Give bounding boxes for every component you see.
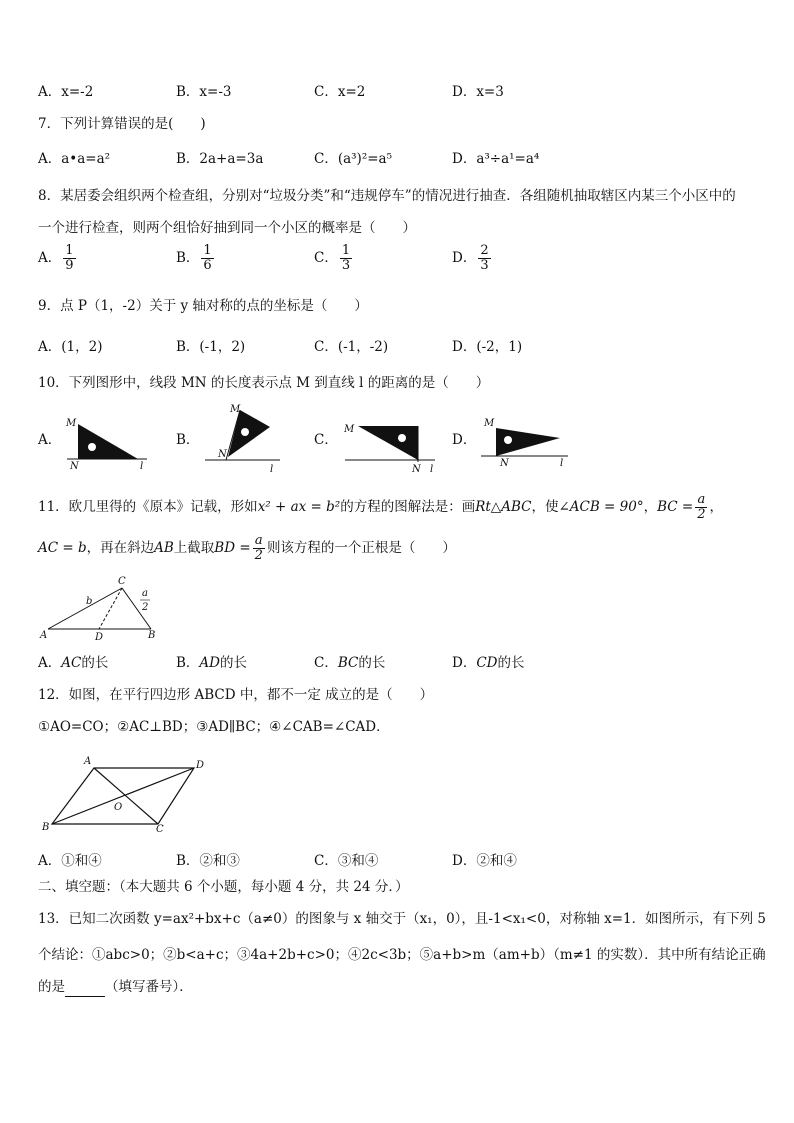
label-n: N — [500, 458, 509, 469]
label-n: N — [218, 449, 227, 460]
label-b: B — [148, 630, 156, 641]
q9-option-c: C．(-1，-2) — [314, 339, 389, 355]
q8-stem-line2: 一个进行检查，则两个组恰好抽到同一个小区的概率是（ ） — [38, 220, 416, 236]
label-l: l — [430, 464, 434, 475]
q8-option-c: C． $\frac{1}{3}$ — [314, 243, 351, 273]
q10-option-d: D． — [452, 432, 477, 448]
label-a: A — [40, 630, 48, 641]
q11-option-a: A．AC的长 — [38, 655, 109, 671]
label-d: D — [196, 760, 205, 771]
label-a: A — [84, 756, 92, 767]
q12-conditions: ①AO=CO；②AC⊥BD；③AD∥BC；④∠CAB=∠CAD． — [38, 719, 390, 735]
fraction: $\frac{2}{3}$ — [480, 243, 489, 273]
q10-option-c: C． — [314, 432, 338, 448]
q7-option-d: D．a³÷a¹=a⁴ — [452, 151, 540, 167]
fraction-a-over-2: $\frac{a}{2}$ — [697, 492, 706, 522]
q10-figure-d — [476, 414, 576, 474]
q13-line2: 个结论：①abc>0；②b<a+c；③4a+2b+c>0；④2c<3b；⑤a+b>m（am+b）（m≠1 的实数）．其中所有结论正确 — [38, 947, 766, 963]
q10-figure-c — [340, 412, 440, 474]
label-m: M — [484, 418, 495, 429]
label-c: C — [156, 824, 164, 835]
q10-stem: 10．下列图形中，线段 MN 的长度表示点 M 到直线 l 的距离的是（ ） — [38, 375, 490, 391]
q11-option-d: D．CD的长 — [452, 655, 525, 671]
q7-stem: 7．下列计算错误的是( ) — [38, 116, 206, 132]
label-l: l — [270, 464, 274, 475]
q9-option-b: B．(-1，2) — [176, 339, 246, 355]
q10-option-b: B． — [176, 432, 200, 448]
q12-option-d: D．②和④ — [452, 853, 517, 869]
label-side-a: a — [142, 588, 148, 599]
fraction: $\frac{1}{6}$ — [203, 243, 212, 273]
label-d: D — [95, 632, 104, 643]
q6-option-b: B．x=-3 — [176, 84, 232, 100]
q7-option-b: B．2a+a=3a — [176, 151, 264, 167]
answer-blank[interactable] — [65, 982, 105, 997]
q11-option-b: B．AD的长 — [176, 655, 247, 671]
q9-option-a: A．(1，2) — [38, 339, 103, 355]
fraction: $\frac{1}{3}$ — [341, 243, 351, 273]
label-side-b: b — [86, 596, 93, 607]
q10-figure-b — [200, 402, 290, 475]
q11-stem-line1: 11．欧几里得的《原本》记载，形如x² + ax = b²的方程的图解法是：画Rt△ABC，使∠ACB = 90°，BC = $\frac{a}{2}$ ， — [38, 492, 723, 522]
q12-option-a: A．①和④ — [38, 853, 102, 869]
q13-line3: 的是 （填写番号）． — [38, 979, 193, 995]
fraction: $\frac{1}{9}$ — [65, 243, 74, 273]
label-b: B — [42, 822, 50, 833]
section2-heading: 二、填空题：（本大题共 6 个小题，每小题 4 分，共 24 分．） — [38, 879, 409, 895]
q12-stem: 12．如图，在平行四边形 ABCD 中，都不一定 成立的是（ ） — [38, 687, 434, 703]
q8-option-b: B． $\frac{1}{6}$ — [176, 243, 212, 273]
q8-option-d: D． $\frac{2}{3}$ — [452, 243, 489, 273]
q7-option-c: C．(a³)²=a⁵ — [314, 151, 393, 167]
q10-figure-a — [62, 412, 152, 472]
label-c: C — [118, 576, 126, 587]
q10-option-a: A． — [38, 432, 62, 448]
q8-stem-line1: 8．某居委会组织两个检查组，分别对“垃圾分类”和“违规停车”的情况进行抽查．各组随机抽取辖区内某三个小区中的 — [38, 188, 736, 204]
q9-option-d: D．(-2，1) — [452, 339, 523, 355]
fraction-a-over-2: $\frac{a}{2}$ — [254, 533, 263, 563]
label-side-2: 2 — [142, 602, 149, 613]
q12-option-c: C．③和④ — [314, 853, 379, 869]
q12-figure-parallelogram — [38, 750, 218, 836]
label-m: M — [230, 404, 241, 415]
q11-figure-triangle — [36, 574, 166, 642]
q11-option-c: C．BC的长 — [314, 655, 386, 671]
q12-option-b: B．②和③ — [176, 853, 240, 869]
label-m: M — [344, 424, 355, 435]
q13-line1: 13．已知二次函数 y=ax²+bx+c（a≠0）的图象与 x 轴交于（x₁，0），且-1<x₁<0，对称轴 x=1．如图所示，有下列 5 — [38, 911, 767, 927]
q6-option-a: A．x=-2 — [38, 84, 94, 100]
q11-stem-line2: AC = b，再在斜边AB上截取BD = $\frac{a}{2}$ 则该方程的一个正根是（ ） — [38, 533, 456, 563]
q6-option-d: D．x=3 — [452, 84, 504, 100]
label-l: l — [560, 458, 564, 469]
label-o: O — [114, 802, 123, 813]
label-n: N — [70, 461, 79, 472]
label-m: M — [66, 418, 77, 429]
q8-option-a: A． $\frac{1}{9}$ — [38, 243, 74, 273]
q9-stem: 9．点 P（1，-2）关于 y 轴对称的点的坐标是（ ） — [38, 298, 368, 314]
q6-option-c: C．x=2 — [314, 84, 366, 100]
q7-option-a: A．a•a=a² — [38, 151, 111, 167]
label-l: l — [140, 461, 144, 472]
label-n: N — [412, 464, 421, 475]
